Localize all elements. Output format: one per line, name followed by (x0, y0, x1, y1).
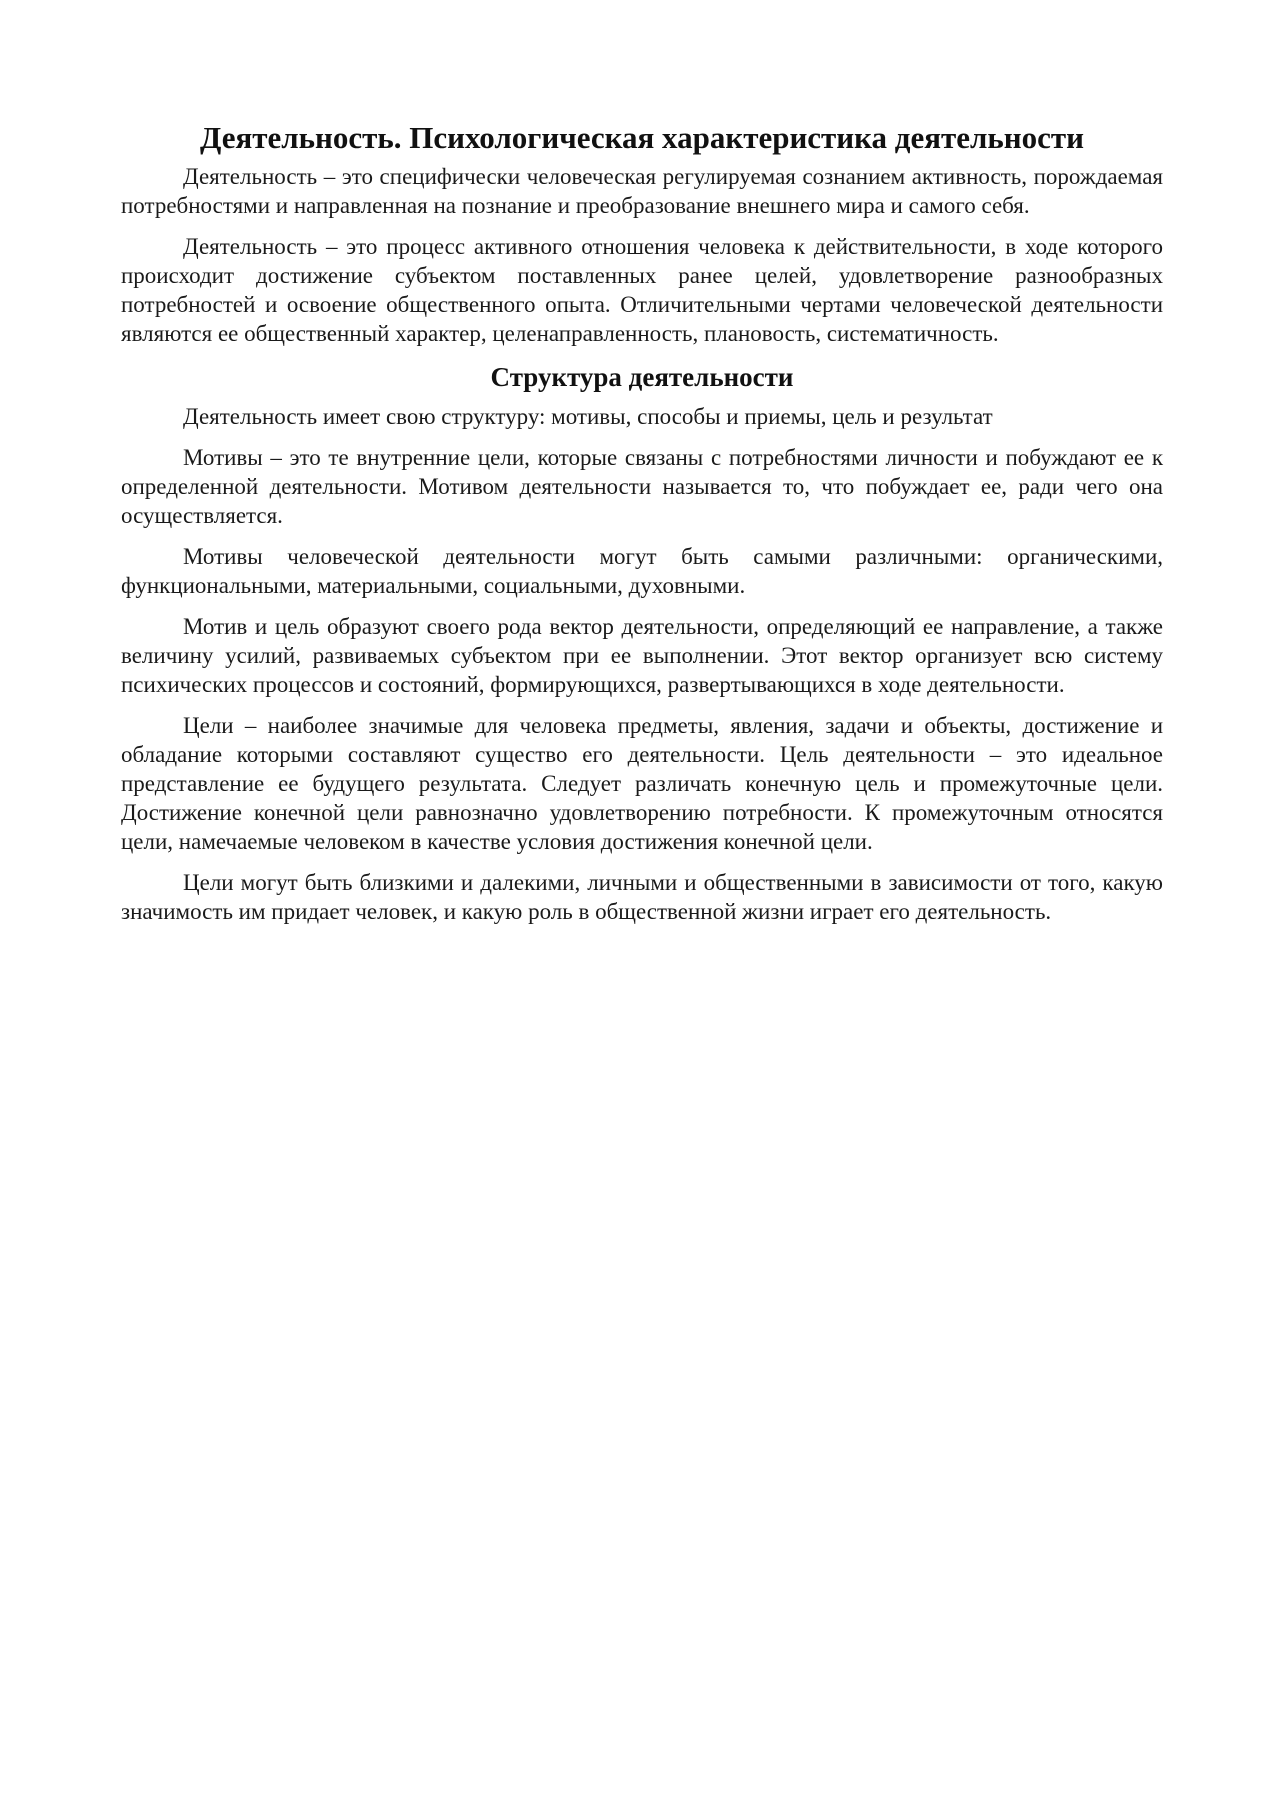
section-paragraph-5: Цели – наиболее значимые для человека предметы, явления, задачи и объекты, достижение и обладание которыми составляют существо его деятельности. Цель деятельности – это идеальное представление ее будущего результата. Следует различать конечную цель и промежуточные цели. Достижение конечной цели равнозначно удовлетворению потребности. К промежуточным относятся цели, намечаемые человеком в качестве условия достижения конечной цели. (121, 713, 1163, 854)
intro-paragraph-1: Деятельность – это специфически человеческая регулируемая сознанием активность, порождаемая потребностями и направленная на познание и преобразование внешнего мира и самого себя. (121, 164, 1163, 218)
document-page (121, 118, 1163, 938)
section-paragraph-3: Мотивы человеческой деятельности могут быть самыми различными: органическими, функциональными, материальными, социальными, духовными. (121, 544, 1163, 598)
section-paragraph-2: Мотивы – это те внутренние цели, которые связаны с потребностями личности и побуждают ее к определенной деятельности. Мотивом деятельности называется то, что побуждает ее, ради чего она осуществляется. (121, 445, 1163, 528)
section-paragraph-1: Деятельность имеет свою структуру: мотивы, способы и приемы, цель и результат (183, 404, 993, 429)
section-paragraph-6: Цели могут быть близкими и далекими, личными и общественными в зависимости от того, какую значимость им придает человек, и какую роль в общественной жизни играет его деятельность. (121, 870, 1163, 924)
intro-paragraph-2: Деятельность – это процесс активного отношения человека к действительности, в ходе которого происходит достижение субъектом поставленных ранее целей, удовлетворение разнообразных потребностей и освоение общественного опыта. Отличительными чертами человеческой деятельности являются ее общественный характер, целенаправленность, плановость, систематичность. (121, 234, 1163, 346)
section-paragraph-4: Мотив и цель образуют своего рода вектор деятельности, определяющий ее направление, а также величину усилий, развиваемых субъектом при ее выполнении. Этот вектор организует всю систему психических процессов и состояний, формирующихся, развертывающихся в ходе деятельности. (121, 614, 1163, 697)
section-title: Структура деятельности (490, 362, 794, 392)
document-title: Деятельность. Психологическая характеристика деятельности (200, 120, 1084, 155)
